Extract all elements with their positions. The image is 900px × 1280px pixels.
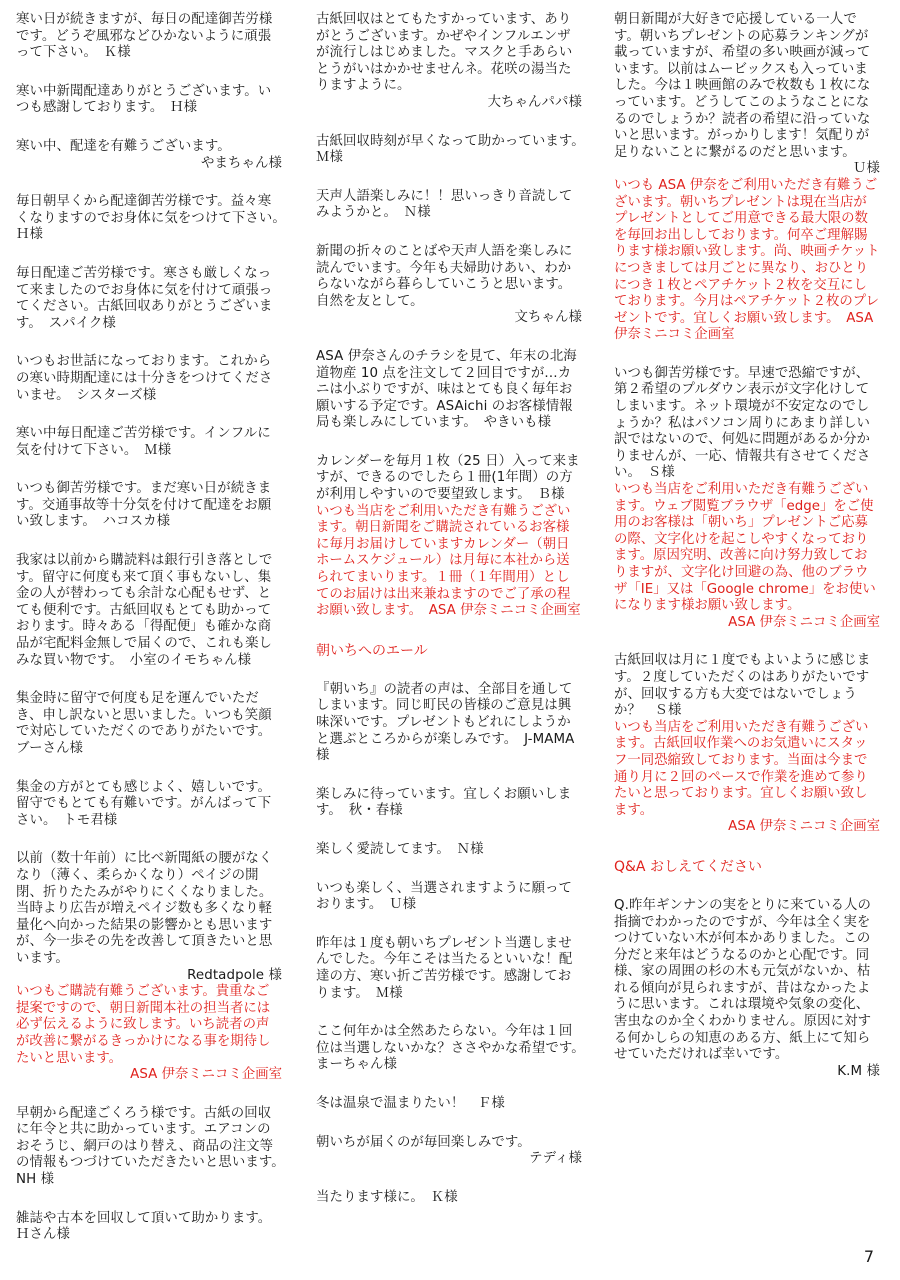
- reader-comment: [316, 1096, 582, 1113]
- comment-text: 寒い中、配達を有難うございます。: [16, 138, 231, 154]
- reply-signature: ASA 伊奈ミニコミ企画室: [728, 819, 880, 835]
- reader-voice-entry: [316, 1024, 582, 1074]
- reader-comment: [16, 1106, 282, 1189]
- comment-signature: 小室のイモちゃん様: [129, 652, 252, 668]
- reader-comment: [316, 1024, 582, 1074]
- comment-text: 古紙回収はとてもたすかっています、ありがとうございます。かぜやインフルエンザが流行しはじめました。マスクと手あらいとうがいはかかせませんネ。花咲の湯当たりますように。: [316, 12, 573, 94]
- reader-voice-entry: [614, 366, 880, 632]
- reader-voice-entry: [316, 12, 582, 112]
- reader-voice-entry: [16, 194, 282, 244]
- comment-text: 以前（数十年前）に比べ新聞紙の腰がなくなり（薄く、柔らかくなり）ペイジの開閉、折りたたみがやりにくくなりました。当時より広告が増えペイジ数も多くなり軽量化へ向かった結果の影響かとも思いますが、今一歩その先を改善して頂きたいと思います。: [16, 851, 273, 966]
- section-title: 朝いちへのエール: [316, 642, 428, 659]
- comment-signature: ハコスカ様: [102, 514, 171, 530]
- reader-comment: [316, 1135, 582, 1168]
- reply-signature: ASA 伊奈ミニコミ企画室: [728, 614, 880, 630]
- comment-text: いつも御苦労様です。早速で恐縮ですが、第２希望のプルダウン表示が文字化けしてしまいます。ネット環境が不安定なのでしょうか？私はパソコン周りにあまり詳しい訳ではないので、何処に問題があるか分かりませんが、一応、情報共有させてください。: [614, 365, 871, 481]
- comment-signature: Ｓ様: [654, 703, 682, 719]
- reply-text: いつも当店をご利用いただき有難うございます。ウェブ閲覧ブラウザ「edge」をご使用のお客様は「朝いち」プレゼントご応募の際、文字化けを起こしやすくなっております。原因究明、改善に向け努力致しておりますが、文字化け回避の為、他のブラウザ「IE」又は「Google chrome」をお使いになります様お願い致します。: [614, 482, 876, 614]
- comment-signature: Ｈさん様: [16, 1227, 70, 1243]
- reader-comment: [316, 682, 582, 765]
- reader-comment: [16, 426, 282, 459]
- reader-comment: [16, 780, 282, 830]
- reader-comment: [316, 842, 582, 859]
- reader-comment: [316, 454, 582, 504]
- column-2: [316, 12, 582, 1228]
- reader-comment: [316, 787, 582, 820]
- reader-comment: [16, 84, 282, 117]
- staff-reply: [316, 504, 582, 620]
- comment-signature: Ｎ様: [456, 841, 484, 857]
- reader-voice-entry: [614, 653, 880, 836]
- comment-text: いつもお世話になっております。これからの寒い時期配達には十分きをつけてくださいませ。: [16, 354, 273, 403]
- reader-comment: [316, 189, 582, 222]
- comment-signature: Ｈ様: [170, 100, 198, 116]
- comment-text: 冬は温泉で温まりたい！: [316, 1095, 465, 1111]
- comment-text: 毎日朝早くから配達御苦労様です。益々寒くなりますのでお身体に気をつけて下さい。: [16, 194, 280, 226]
- comment-text: カレンダーを毎月１枚（25 日）入って来ますが、できるのでしたら１冊(1年間）の方が利用しやすいので要望致します。: [316, 453, 580, 503]
- comment-text: 寒い日が続きますが、毎日の配達御苦労様です。どうぞ風邪などひかないように頑張って下さい。: [16, 12, 273, 61]
- reader-voice-entry: [316, 454, 582, 620]
- staff-reply: [614, 178, 880, 344]
- comment-text: Q.昨年ギンナンの実をとりに来ている人の指摘でわかったのですが、今年は全く実をつけていない木が何本かありました。この分だと来年はどうなるのかと心配です。同様、家の周囲の杉の木も元気がないか、枯れる傾向が見られますが、昔はなかったように思います。これは環境や気象の変化、害虫なのか全くわかりません。原因に対する何かしらの知恵のある方、紙上にて知らせていただければ幸いです。: [614, 897, 872, 1063]
- comment-signature: Ｕ様: [389, 897, 417, 913]
- reader-voice-entry: [16, 553, 282, 669]
- column-3: [614, 12, 880, 1102]
- comment-signature: Ｈ様: [16, 227, 43, 243]
- reader-voice-entry: [316, 189, 582, 222]
- reader-voice-entry: [16, 851, 282, 1083]
- comment-text: 寒い中毎日配達ご苦労様です。インフルに気を付けて下さい。: [16, 426, 271, 458]
- comment-signature: 大ちゃんパパ様: [487, 94, 582, 110]
- reader-voice-entry: [16, 481, 282, 531]
- comment-signature: テディ様: [529, 1151, 582, 1167]
- comment-signature: Ｋ様: [103, 45, 131, 61]
- newsletter-page: [16, 12, 886, 1243]
- reader-voice-entry: [316, 1190, 582, 1207]
- reader-voice-entry: [316, 349, 582, 432]
- reader-voice-entry: [16, 84, 282, 117]
- reader-comment: [316, 244, 582, 327]
- reply-signature: ASA 伊奈ミニコミ企画室: [614, 310, 874, 343]
- staff-reply: [614, 720, 880, 836]
- comment-text: いつも楽しく、当選されますように願っております。: [316, 880, 573, 913]
- comment-signature: やまちゃん様: [201, 155, 282, 171]
- comment-text: ここ何年かは全然あたらない。今年は１回位は当選しないかな？ささやかな希望です。: [316, 1024, 579, 1056]
- reader-comment: [16, 354, 282, 404]
- reader-voice-entry: [316, 134, 582, 167]
- comment-text: いつも御苦労様です。まだ寒い日が続きます。交通事故等十分気を付けて配達をお願い致します。: [16, 481, 272, 530]
- comment-text: 昨年は１度も朝いちプレゼント当選しませんでした。今年こそは当たるといいな！配達の方、寒い折ご苦労様です。感謝しております。: [316, 935, 573, 1001]
- comment-text: 早朝から配達ごくろう様です。古紙の回収に年令と共に助かっています。エアコンのおそうじ、網戸のはり替え、商品の注文等の情報もつづけていただきたいと思います。: [16, 1105, 279, 1171]
- comment-text: 楽しく愛読してます。: [316, 841, 444, 857]
- comment-text: 古紙回収時刻が早くなって助かっています。: [316, 133, 579, 149]
- comment-text: 毎日配達ご苦労様です。寒さも厳しくなって来ましたのでお身体に気を付けて頑張ってください。古紙回収ありがとうございます。: [16, 265, 273, 331]
- reader-voice-entry: [614, 12, 880, 344]
- page-number: 7: [863, 1247, 874, 1266]
- comment-text: 『朝いち』の読者の声は、全部目を通してしまいます。同じ町民の皆様のご意見は興味深いです。プレゼントもどれにしようかと選ぶところからが楽しみです。: [316, 681, 573, 747]
- reader-comment: [614, 653, 880, 719]
- comment-signature: Ｆ様: [477, 1095, 505, 1111]
- comment-signature: K.M 様: [837, 1063, 880, 1079]
- reader-comment: [316, 1190, 582, 1207]
- comment-signature: やきいも様: [483, 415, 552, 431]
- comment-text: 集金時に留守で何度も足を運んでいただき、申し訳ないと思いました。いつも笑顔で対応していただくのでありがたいです。: [16, 691, 272, 740]
- section-title: Q&A おしえてください: [614, 858, 762, 875]
- reader-comment: [16, 553, 282, 669]
- comment-text: 天声人語楽しみに！！思いっきり音読してみようかと。: [316, 188, 573, 221]
- comment-text: 楽しみに待っています。宜しくお願いします。: [316, 786, 572, 819]
- comment-text: 古紙回収は月に１度でもよいように感じます。２度していただくのはありがたいですが、回収する方も大変ではないでしょうか？: [614, 653, 871, 719]
- reader-voice-entry: [16, 780, 282, 830]
- staff-reply: [614, 482, 880, 631]
- reader-voice-entry: [316, 936, 582, 1002]
- reader-voice-entry: [316, 1135, 582, 1168]
- reply-text: いつも ASA 伊奈をご利用いただき有難うございます。朝いちプレゼントは現在当店がプレゼントとしてご用意できる最大限の数を毎回お出ししております。何卒ご理解賜ります様お願い致します。尚、映画チケットにつきましては月ごとに異なり、おひとりにつき１枚とペアチケット２枚を交互にしております。今月はペアチケット２枚のプレゼントです。宜しくお願い致します。: [614, 177, 880, 326]
- comment-text: 寒い中新聞配達ありがとうございます。いつも感謝しております。: [16, 83, 272, 116]
- reader-voice-entry: [16, 139, 282, 172]
- reader-voice-entry: [16, 1106, 282, 1189]
- comment-signature: ブーさん様: [16, 741, 84, 756]
- comment-text: 朝いちが届くのが毎回楽しみです。: [316, 1134, 531, 1150]
- comment-signature: シスターズ様: [76, 387, 157, 403]
- reader-comment: [316, 12, 582, 112]
- reader-voice-entry: [316, 682, 582, 765]
- reader-voice-entry: [316, 1096, 582, 1113]
- reader-comment: [316, 936, 582, 1002]
- reader-comment: [16, 12, 282, 62]
- reader-comment: [316, 134, 582, 167]
- reader-voice-entry: [614, 898, 880, 1081]
- comment-signature: 秋・春様: [348, 803, 403, 819]
- comment-signature: Ｋ様: [430, 1189, 458, 1205]
- reader-comment: [614, 898, 880, 1081]
- comment-signature: Redtadpole 様: [187, 967, 282, 983]
- staff-reply: [16, 984, 282, 1084]
- reader-comment: [16, 139, 282, 172]
- reader-voice-entry: [16, 691, 282, 757]
- comment-signature: トモ君様: [63, 812, 118, 828]
- comment-signature: Ｕ様: [853, 161, 880, 177]
- comment-text: 我家は以前から購読料は銀行引き落としです。留守に何度も来て頂く事もないし、集金の人が替わっても余計な心配もせず、とても便利です。古紙回収もとても助かっております。時々ある「得配便」も確かな商品が宅配料金無しで届くので、これも楽しみな買い物です。: [16, 553, 273, 668]
- reader-comment: [16, 266, 282, 332]
- comment-signature: Ｍ様: [375, 985, 403, 1001]
- comment-signature: Ｍ様: [144, 442, 172, 458]
- comment-signature: J-MAMA 様: [316, 731, 575, 764]
- reply-signature: ASA 伊奈ミニコミ企画室: [428, 603, 581, 619]
- comment-text: 当たります様に。: [316, 1189, 418, 1205]
- reply-text: いつもご購読有難うございます。貴重なご提案ですので、朝日新聞本社の担当者には必ず伝えるように致します。いち読者の声が改善に繋がるきっかけになる事を期待したいと思います。: [16, 984, 271, 1066]
- reader-comment: [316, 349, 582, 432]
- reader-voice-entry: [16, 426, 282, 459]
- column-1: [16, 12, 282, 1266]
- comment-signature: 文ちゃん様: [514, 310, 582, 326]
- reader-voice-entry: [316, 787, 582, 820]
- reader-voice-entry: [16, 12, 282, 62]
- reader-comment: [16, 851, 282, 984]
- comment-text: 雑誌や古本を回収して頂いて助かります。: [16, 1210, 265, 1226]
- reader-comment: [16, 481, 282, 531]
- comment-signature: Ｓ様: [647, 465, 675, 481]
- reader-voice-entry: [316, 881, 582, 914]
- comment-signature: Ｂ様: [537, 487, 565, 503]
- comment-text: 新聞の折々のことばや天声人語を楽しみに読んでいます。今年も夫婦助けあい、わからないながら暮らしていこうと思います。自然を友として。: [316, 243, 573, 309]
- reader-comment: [316, 881, 582, 914]
- reply-signature: ASA 伊奈ミニコミ企画室: [130, 1067, 282, 1083]
- reader-voice-entry: [316, 842, 582, 859]
- reply-text: いつも当店をご利用いただき有難うございます。古紙回収作業へのお気遣いにスタッフ一同恐縮致しております。当面は今まで通り月に２回のペースで作業を進めて参りたいと思っております。宜しくお願い致します。: [614, 719, 869, 818]
- reader-comment: [16, 1211, 282, 1244]
- reader-comment: [614, 366, 880, 482]
- comment-text: 集金の方がとても感じよく、嬉しいです。留守でもとても有難いです。がんばって下さい。: [16, 779, 272, 828]
- reader-comment: [16, 194, 282, 244]
- comment-signature: まーちゃん様: [316, 1057, 397, 1073]
- reader-voice-entry: [16, 354, 282, 404]
- comment-signature: Ｎ様: [403, 205, 431, 221]
- reader-voice-entry: [16, 1211, 282, 1244]
- reader-comment: [614, 12, 880, 178]
- reader-comment: [16, 691, 282, 757]
- comment-signature: スパイク様: [48, 315, 116, 331]
- comment-signature: Ｍ様: [316, 150, 343, 166]
- reader-voice-entry: [316, 244, 582, 327]
- comment-text: ASA 伊奈さんのチラシを見て、年末の北海道物産 10 点を注文して２回目ですが…カニは小ぶりですが、味はとても良く毎年お願いする予定です。ASAichi のお客様情報局も楽しみにしています。: [316, 348, 577, 431]
- reply-text: いつも当店をご利用いただき有難うございます。朝日新聞をご購読されているお客様に毎月お届けしていますカレンダー（朝日ホームスケジュール）は月毎に本社から送られてまいります。１冊（１年間用）としてのお届けは出来兼ねますのでご了承の程お願い致します。: [316, 503, 571, 619]
- comment-signature: NH 様: [16, 1172, 55, 1188]
- reader-voice-entry: [16, 266, 282, 332]
- comment-text: 朝日新聞が大好きで応援している一人です。朝いちプレゼントの応募ランキングが載っていますが、希望の多い映画が減っています。以前はムービックスも入っていました。今は１映画館のみで枚数も１枚になっています。どうしてこのようなことになるのでしょうか？読者の希望に沿っていないと思います。がっかりします！気配りが足りないことに繋がるのだと思います。: [614, 12, 871, 160]
